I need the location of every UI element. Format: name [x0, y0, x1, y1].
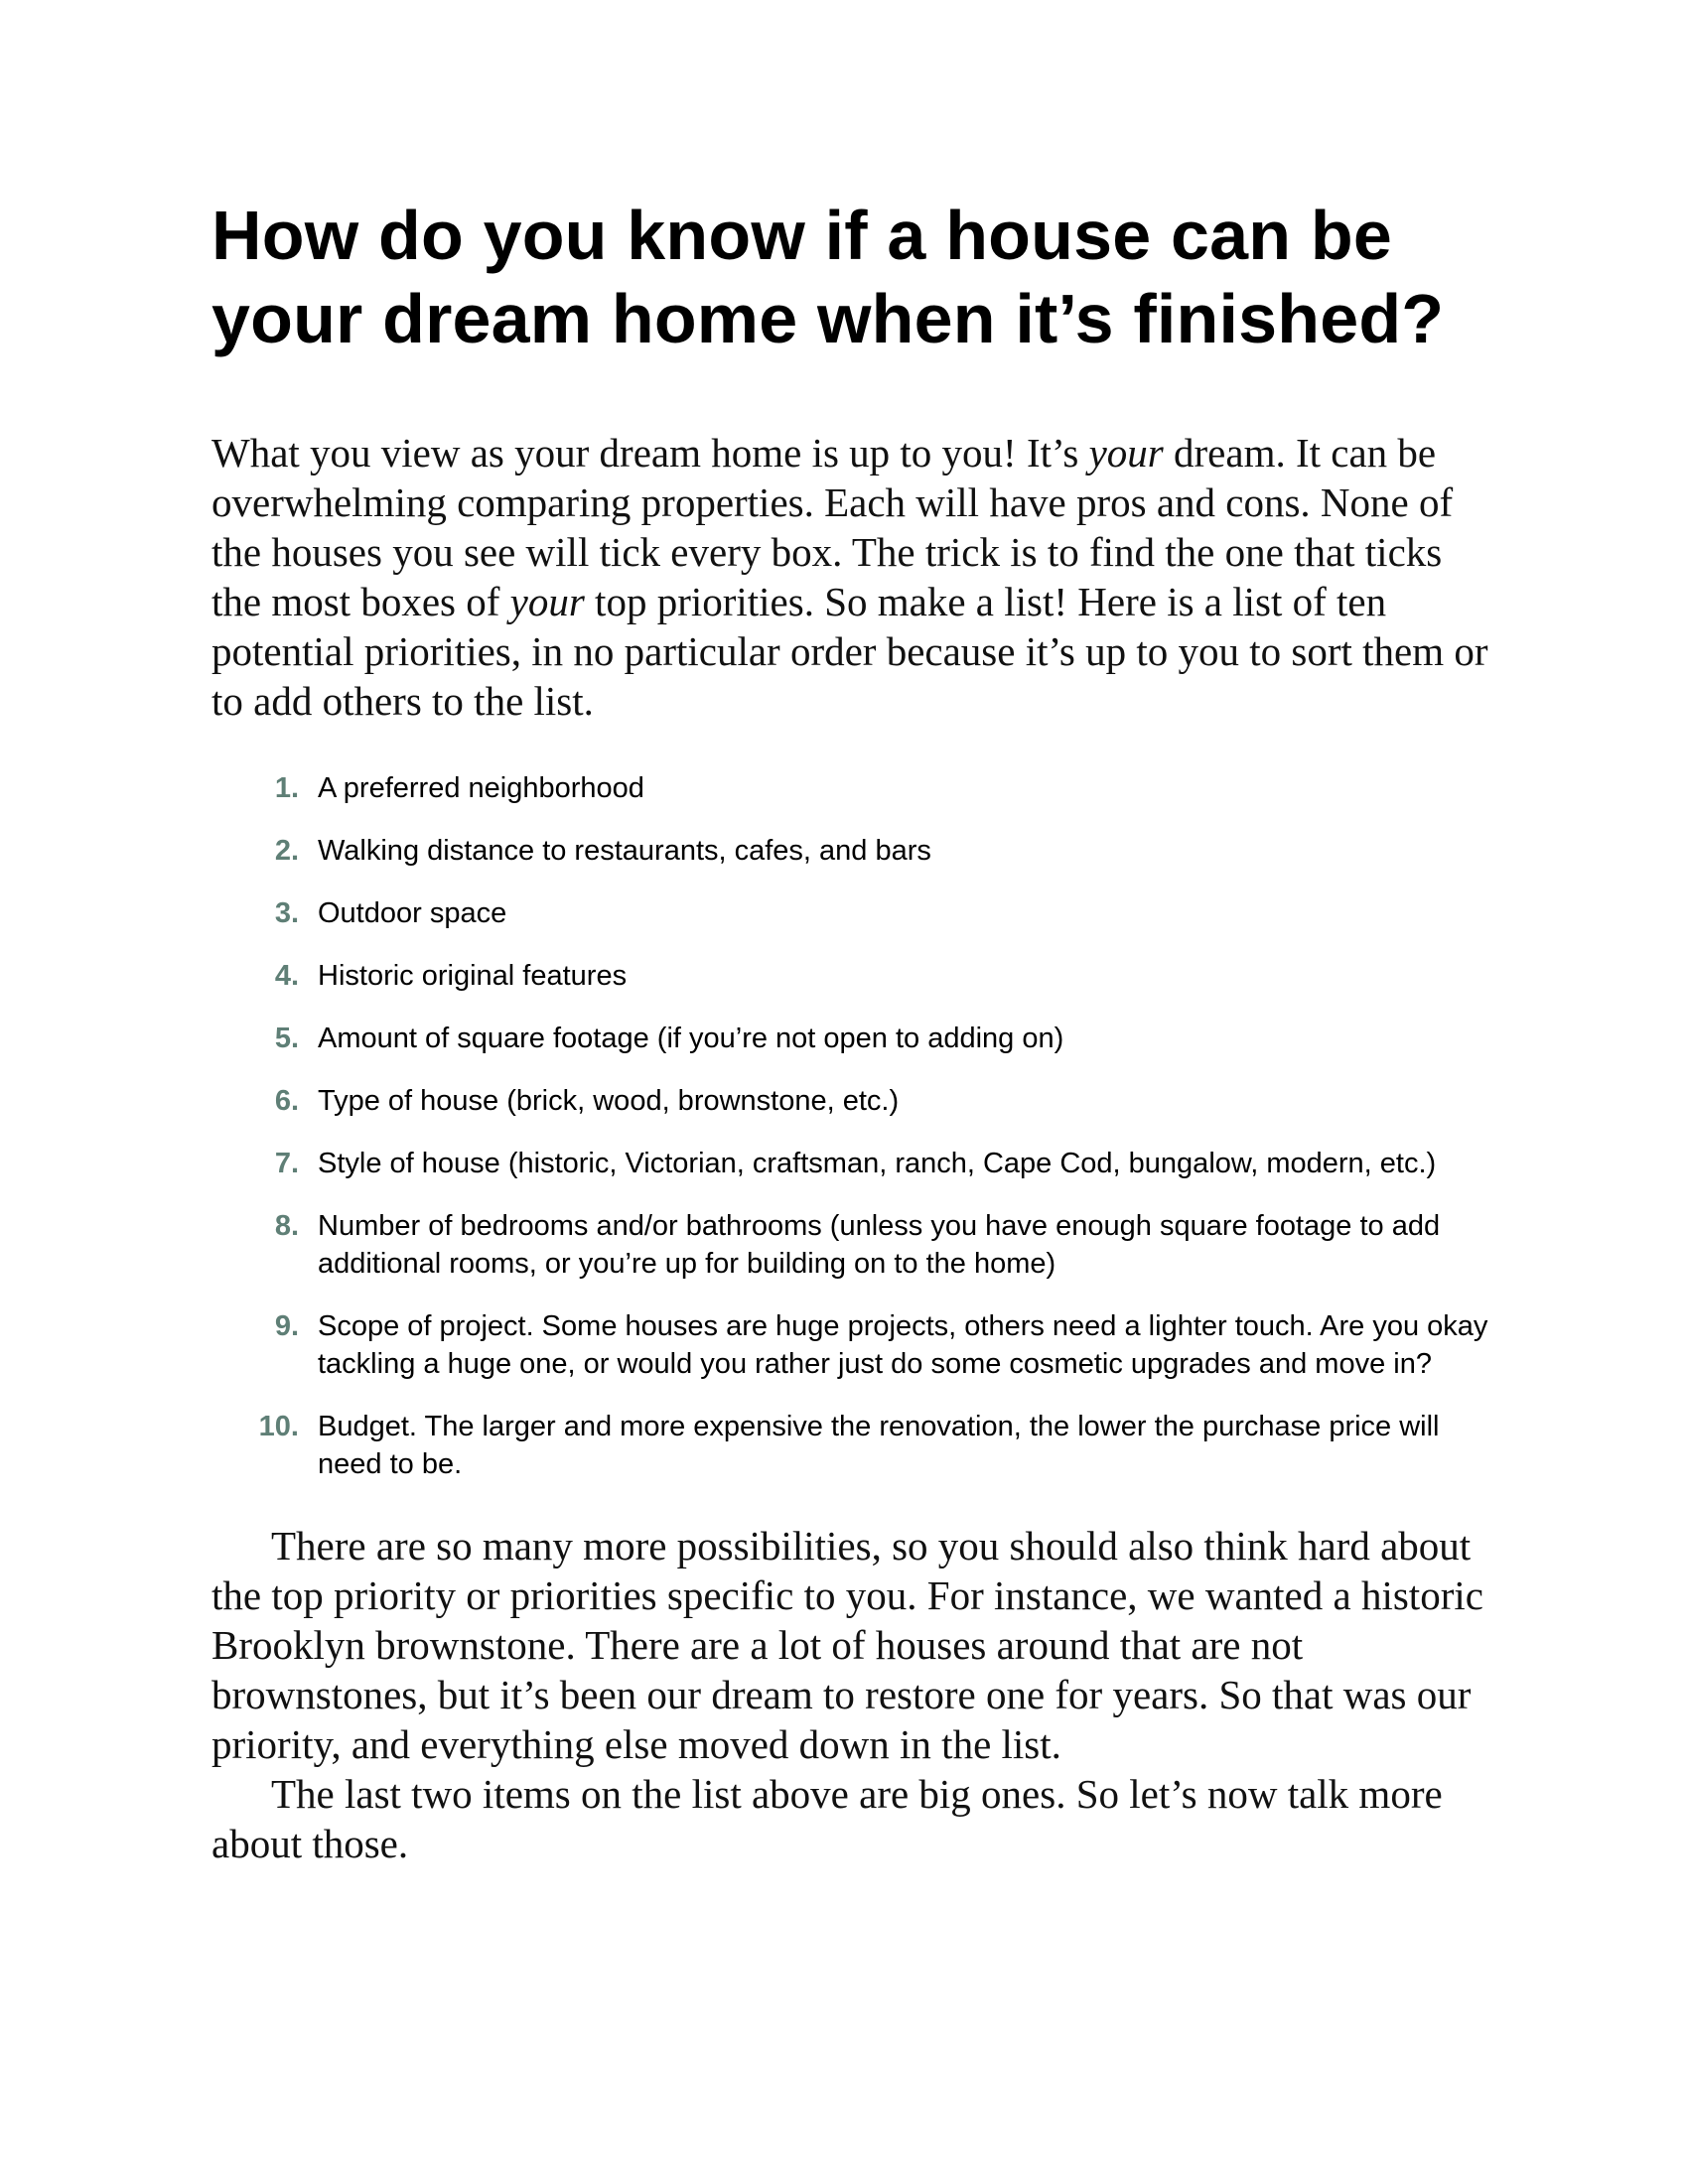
list-item-text: Budget. The larger and more expensive the renovation, the lower the purchase price will need to be.: [318, 1411, 1440, 1480]
list-item: [211, 769, 1492, 807]
intro-text-part-3: top priorities. So make a list! Here is a list of ten potential priorities, in no particular order because it’s up to you to sort them or to add others to the list.: [211, 579, 1488, 724]
list-item: [211, 894, 1492, 932]
list-item-number: 4.: [274, 960, 299, 992]
list-item-number: 9.: [274, 1310, 299, 1342]
list-item-text: Walking distance to restaurants, cafes, and bars: [318, 835, 931, 867]
list-item-text: Style of house (historic, Victorian, craftsman, ranch, Cape Cod, bungalow, modern, etc.): [318, 1148, 1437, 1179]
list-item: [211, 1082, 1492, 1120]
list-item: [211, 1408, 1492, 1483]
intro-text-part-1: What you view as your dream home is up to you! It’s: [211, 430, 1089, 476]
intro-emphasis-1: your: [1088, 430, 1164, 476]
closing-paragraph: The last two items on the list above are big ones. So let’s now talk more about those.: [211, 1771, 1443, 1866]
list-item-number: 8.: [274, 1210, 299, 1242]
list-item: [211, 832, 1492, 870]
possibilities-paragraph: There are so many more possibilities, so you should also think hard about the top priority or priorities specific to you. For instance, we wanted a historic Brooklyn brownstone. There are a lot of houses around that are not brownstones, but it’s been our dream to restore one for years. So that was our priority, and everything else moved down in the list.: [211, 1523, 1483, 1767]
intro-text-part-2: dream. It can be overwhelming comparing properties. Each will have pros and cons. None of the houses you see will tick every box. The trick is to find the one that ticks the most boxes of: [211, 430, 1454, 624]
list-item-number: 10.: [258, 1411, 299, 1442]
list-item-number: 1.: [274, 772, 299, 804]
list-item-number: 3.: [274, 897, 299, 929]
list-item-text: Number of bedrooms and/or bathrooms (unless you have enough square footage to add additional rooms, or you’re up for building on to the home): [318, 1210, 1441, 1280]
page-title: How do you know if a house can be your dream home when it’s finished?: [211, 197, 1445, 357]
list-item-text: Scope of project. Some houses are huge projects, others need a lighter touch. Are you okay tackling a huge one, or would you rather just do some cosmetic upgrades and move in?: [318, 1310, 1488, 1380]
priorities-list: [211, 769, 1492, 1483]
list-item: [211, 1020, 1492, 1057]
list-item-number: 7.: [274, 1148, 299, 1179]
list-item: [211, 1145, 1492, 1182]
intro-paragraph: [211, 428, 1492, 726]
list-item-text: A preferred neighborhood: [318, 772, 644, 804]
list-item-number: 5.: [274, 1023, 299, 1054]
list-item-text: Outdoor space: [318, 897, 507, 929]
list-item-text: Historic original features: [318, 960, 628, 992]
list-item: [211, 957, 1492, 995]
list-item-text: Amount of square footage (if you’re not open to adding on): [318, 1023, 1064, 1054]
list-item: [211, 1307, 1492, 1383]
intro-emphasis-2: your: [509, 579, 585, 624]
document-content: [211, 194, 1492, 1868]
list-item: [211, 1207, 1492, 1283]
list-item-number: 6.: [274, 1085, 299, 1117]
list-item-text: Type of house (brick, wood, brownstone, etc.): [318, 1085, 900, 1117]
list-item-number: 2.: [274, 835, 299, 867]
